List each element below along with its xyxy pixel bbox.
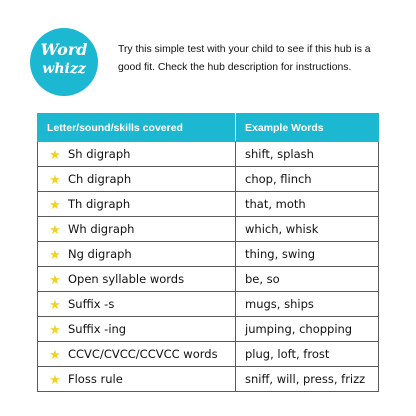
- star-icon: ★: [49, 197, 61, 213]
- skill-cell: [38, 317, 236, 342]
- skills-table: [37, 113, 379, 392]
- skill-label: Sh digraph: [68, 146, 131, 161]
- skill-cell: [38, 292, 236, 317]
- star-icon: ★: [49, 297, 61, 313]
- header-examples: Example Words: [236, 114, 379, 142]
- word-whizz-logo: [30, 28, 98, 96]
- table-header-row: [38, 114, 379, 142]
- skill-label: Open syllable words: [68, 271, 185, 286]
- header-skills: Letter/sound/skills covered: [38, 114, 236, 142]
- page-header: [0, 0, 416, 100]
- example-words: shift, splash: [236, 142, 379, 167]
- table-row: [38, 317, 379, 342]
- star-icon: ★: [49, 322, 61, 338]
- skill-label: CCVC/CVCC/CCVCC words: [68, 346, 218, 361]
- skill-label: Suffix -s: [68, 296, 115, 311]
- star-icon: ★: [49, 372, 61, 388]
- skill-label: Floss rule: [68, 371, 123, 386]
- example-words: sniff, will, press, frizz: [236, 367, 379, 392]
- example-words: jumping, chopping: [236, 317, 379, 342]
- example-words: mugs, ships: [236, 292, 379, 317]
- table-row: [38, 217, 379, 242]
- star-icon: ★: [49, 147, 61, 163]
- skill-cell: [38, 342, 236, 367]
- skill-cell: [38, 242, 236, 267]
- skill-label: Suffix -ing: [68, 321, 127, 336]
- skill-cell: [38, 367, 236, 392]
- table-row: [38, 192, 379, 217]
- example-words: plug, loft, frost: [236, 342, 379, 367]
- table-row: [38, 292, 379, 317]
- example-words: be, so: [236, 267, 379, 292]
- star-icon: ★: [49, 172, 61, 188]
- table-row: [38, 142, 379, 167]
- skill-cell: [38, 267, 236, 292]
- table-row: [38, 242, 379, 267]
- example-words: that, moth: [236, 192, 379, 217]
- example-words: which, whisk: [236, 217, 379, 242]
- table-row: [38, 167, 379, 192]
- logo-word: Word: [40, 40, 88, 59]
- skill-label: Wh digraph: [68, 221, 135, 236]
- star-icon: ★: [49, 247, 61, 263]
- table-row: [38, 267, 379, 292]
- example-words: chop, flinch: [236, 167, 379, 192]
- skill-cell: [38, 142, 236, 167]
- star-icon: ★: [49, 272, 61, 288]
- skill-cell: [38, 217, 236, 242]
- skill-cell: [38, 167, 236, 192]
- table-row: [38, 367, 379, 392]
- skill-cell: [38, 192, 236, 217]
- logo-whizz: whizz: [42, 61, 86, 77]
- skill-label: Th digraph: [68, 196, 131, 211]
- star-icon: ★: [49, 347, 61, 363]
- intro-text: Try this simple test with your child to see if this hub is a good fit. Check the hub description for instructions.: [118, 44, 371, 73]
- skill-label: Ch digraph: [68, 171, 132, 186]
- table-row: [38, 342, 379, 367]
- star-icon: ★: [49, 222, 61, 238]
- skill-label: Ng digraph: [68, 246, 132, 261]
- example-words: thing, swing: [236, 242, 379, 267]
